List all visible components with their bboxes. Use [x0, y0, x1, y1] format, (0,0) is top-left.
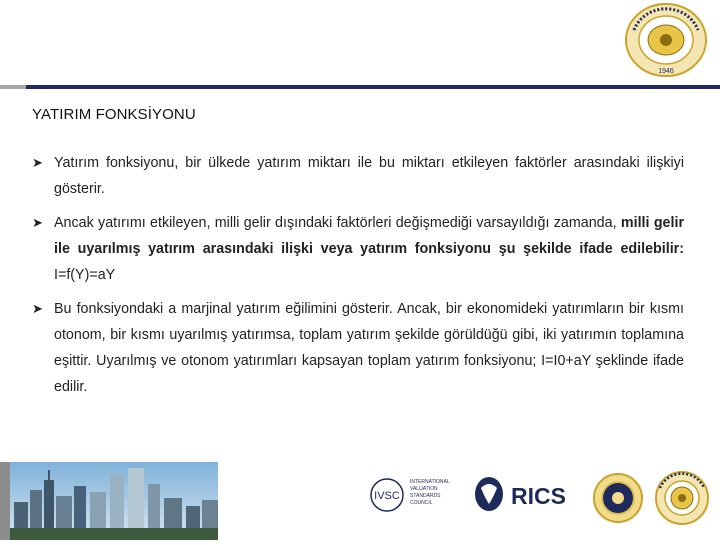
arrow-bullet-icon: ➤ — [32, 155, 43, 170]
ivsc-logo: IVSC — [374, 490, 400, 502]
ankara-university-footer-logo — [656, 472, 708, 524]
footer-grey-bar — [0, 462, 10, 540]
arrow-bullet-icon: ➤ — [32, 215, 43, 230]
logo-year: 1946 — [658, 68, 674, 75]
slide-title: YATIRIM FONKSİYONU — [32, 106, 196, 123]
rics-lion-icon — [475, 477, 503, 511]
bullet-1 — [32, 150, 684, 202]
ivsc-line-1: INTERNATIONAL — [410, 479, 450, 485]
bullet-2-text-b: milli gelir ile uyarılmış yatırım arasındaki ilişki veya yatırım fonksiyonu şu şekilde ifade edilebilir: — [54, 215, 685, 257]
bullet-3 — [32, 296, 684, 400]
bullet-2-text-c: I=f(Y)=aY — [54, 267, 116, 283]
header-rule-navy — [26, 85, 720, 89]
bullet-3-text: Bu fonksiyondaki a marjinal yatırım eğilimini gösterir. Ancak, bir ekonomideki yatırımların bir kısmı otonom, bir kısmı uyarılmış yatırımsa, toplam yatırım şekilde görüldüğü gibi, iki yatırımın toplamına eşittir. Uyarılmış ve otonom yatırımları kapsayan toplam yatırım fonksiyonu; I=I0+aY şeklinde ifade edilir. — [54, 301, 684, 395]
arrow-bullet-icon: ➤ — [32, 301, 43, 316]
gold-seal-icon — [594, 474, 642, 522]
ankara-university-logo — [622, 2, 710, 78]
ivsc-line-3: STANDARDS — [410, 493, 441, 499]
rics-logo: RICS — [511, 483, 566, 509]
bullet-1-text: Yatırım fonksiyonu, bir ülkede yatırım miktarı ile bu miktarı etkileyen faktörler arasındaki ilişkiyi gösterir. — [54, 155, 684, 197]
ivsc-line-4: COUNCIL — [410, 500, 433, 506]
ivsc-line-2: VALUATION — [410, 486, 438, 492]
header-rule-grey — [0, 85, 26, 89]
bullet-2-text-a: Ancak yatırımı etkileyen, milli gelir dışındaki faktörleri değişmediği varsayıldığı zamanda, — [54, 215, 621, 231]
bullet-2 — [32, 210, 684, 288]
cityscape-image — [10, 462, 218, 540]
footer-logos — [365, 462, 720, 540]
slide-body — [32, 150, 684, 408]
